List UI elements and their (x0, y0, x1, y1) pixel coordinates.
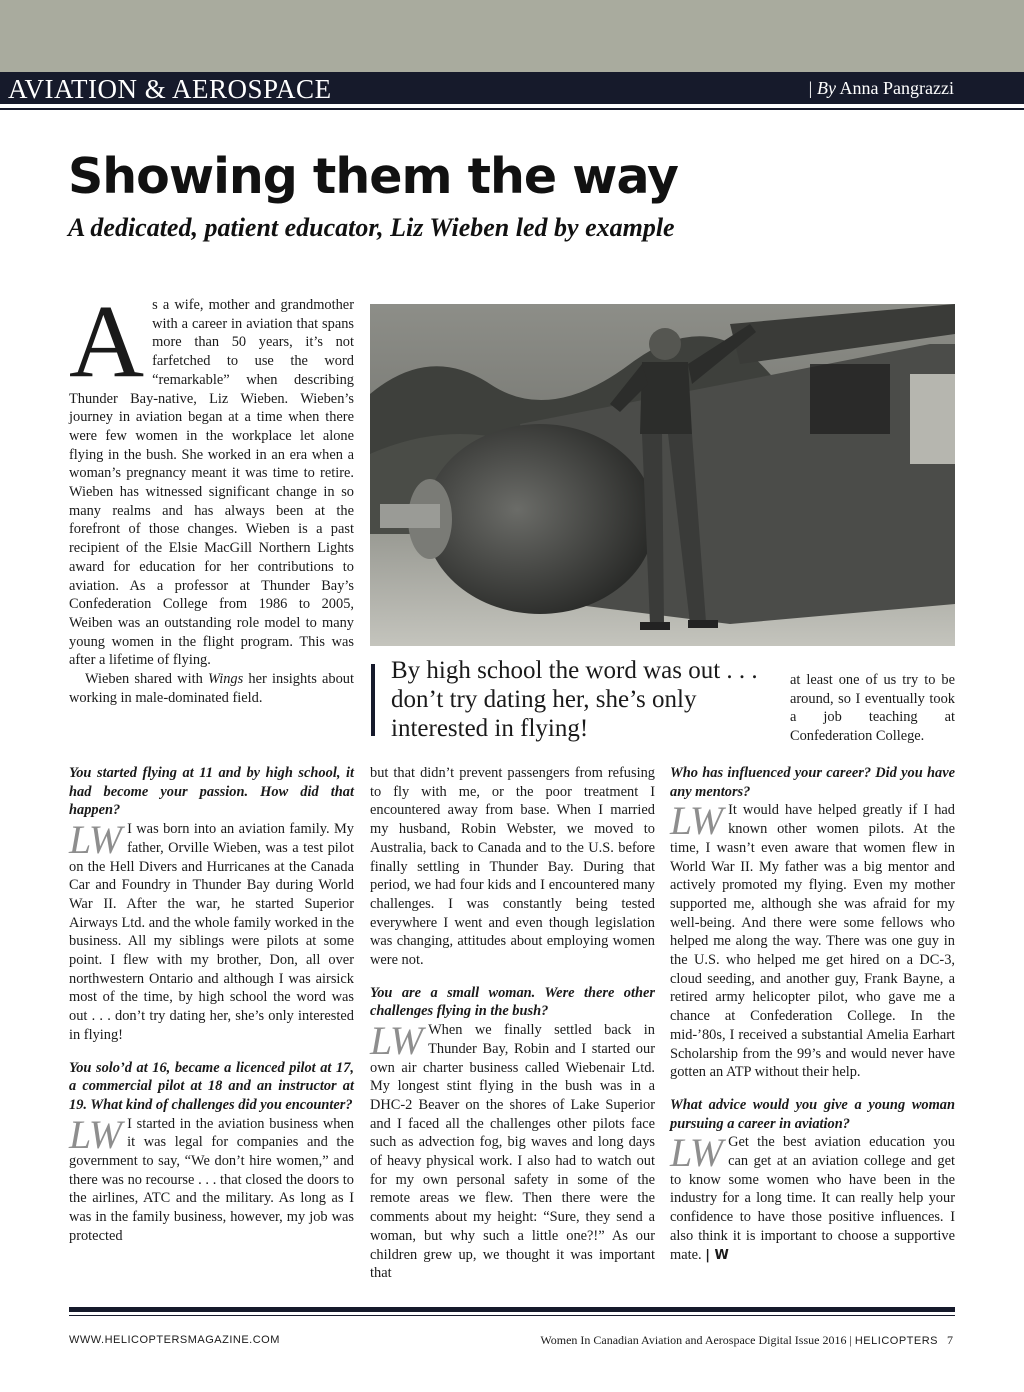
lw-initials: LW (69, 1111, 122, 1157)
author-name: Anna Pangrazzi (839, 78, 954, 98)
question-1: You started flying at 11 and by high school, it had become your passion. How did that happen? (69, 765, 354, 819)
column-1 (69, 764, 354, 1246)
footer-issue (540, 1333, 953, 1348)
answer-5: LW Get the best aviation education you can get at an aviation college and get to know some women who have been in the industry for a long time. It can really help your confidence to have those positive influences. I also think it is important to choose a supportive mate. | W (670, 1130, 955, 1263)
section-title: AVIATION & AEROSPACE (8, 74, 332, 104)
end-mark: | W (705, 1247, 729, 1263)
column-3-top (790, 671, 955, 746)
footer-website: WWW.HELICOPTERSMAGAZINE.COM (69, 1334, 280, 1346)
headline: Showing them the way (68, 148, 678, 205)
column-3 (670, 764, 955, 1265)
lead-paragraph: s a wife, mother and grandmother with a career in aviation that spans more than 50 years, it’s not farfetched to use the word “remarkable” when describing Thunder Bay-native, Liz Wieben. Wieben’s journey in aviation began at a time when there were few women in the workplace let alone flying in the bush. She worked in an era when a woman’s pregnancy meant it was time to retire. Wieben has witnessed significant change in so many realms and has always been at the forefront of those changes. Wieben is a past recipient of the Elsie MacGill Northern Lights award for education for her contributions to aviation. As a professor at Thunder Bay’s Confederation College from 1986 to 2005, Weiben was an outstanding role model to many young women in the flight program. This was after a lifetime of flying. (69, 297, 354, 669)
lw-initials: LW (670, 798, 723, 844)
magazine-name: HELICOPTERS (854, 1335, 938, 1347)
answer-2: LW I started in the aviation business when it was legal for companies and the government to say, “We don’t hire women,” and there was no recourse . . . that closed the doors to the airlines, ATC and the military. As long as I was in the family business, however, my job was protected (69, 1111, 354, 1244)
deck: A dedicated, patient educator, Liz Wieben led by example (68, 213, 675, 242)
answer-1: LW I was born into an aviation family. My father, Orville Wieben, was a test pilot on the Hell Divers and Hurricanes at the Canada Car and Foundry in Thunder Bay during World War II. After the war, he started Superior Airways Ltd. and the whole family worked in the business. All my siblings were pilots at some point. I flew with my brother, Don, all over northwestern Ontario and although I was airsick most of the time, by high school the word was out . . . don’t try dating her, she’s only interested in flying! (69, 817, 354, 1043)
question-3: You are a small woman. Were there other challenges flying in the bush? (370, 984, 655, 1020)
column-2 (370, 764, 655, 1283)
intro-column (69, 284, 354, 707)
photo-liz-wieben-with-beaver (370, 304, 955, 646)
photo-illustration (370, 304, 955, 646)
byline-prefix: | By (807, 78, 837, 98)
lw-initials: LW (370, 1018, 423, 1064)
bottom-rule-thin (69, 1315, 955, 1316)
lw-initials: LW (69, 817, 122, 863)
question-5: What advice would you give a young woman pursuing a career in aviation? (670, 1096, 955, 1132)
title-rule (0, 108, 1024, 110)
drop-cap: A (69, 284, 145, 399)
lw-initials: LW (670, 1130, 723, 1176)
issue-text: Women In Canadian Aviation and Aerospace Digital Issue 2016 | (540, 1333, 852, 1347)
a3-continuation: at least one of us try to be around, so I eventually took a job teaching at Confederation College. (790, 672, 955, 745)
page-number: 7 (947, 1333, 953, 1347)
pull-quote-bar (371, 664, 375, 736)
intro-paragraph-2: Wieben shared with Wings her insights about working in male-dominated field. (69, 671, 354, 706)
pull-quote: By high school the word was out . . . don’t try dating her, she’s only interested in flying! (391, 657, 758, 742)
bottom-rule (69, 1307, 955, 1312)
question-4: Who has influenced your career? Did you have any mentors? (670, 765, 955, 800)
answer-3: LW When we finally settled back in Thunder Bay, Robin and I started our own air charter business called Wiebenair Ltd. My longest stint flying in the bush was in a DHC-2 Beaver on the shores of Lake Superior and I faced all the challenges other pilots face such as advection fog, big waves and long days of heavy physical work. I also had to watch out for my own personal safety in some of the remote areas we flew. Then there were the comments about my height: “Sure, they send a woman, but why such a little one?!” As our children grew up, we thought it was important that (370, 1018, 655, 1282)
top-band (0, 0, 1024, 72)
question-2: You solo’d at 16, became a licenced pilot at 17, a commercial pilot at 18 and an instructor at 19. What kind of challenges did you encounter? (69, 1059, 354, 1113)
answer-2-continued: but that didn’t prevent passengers from refusing to fly with me, or the poor treatment I encountered away from base. When I married my husband, Robin Webster, we moved to Australia, back to Canada and to the U.S. before finally settling in Thunder Bay. During that period, we had four kids and I encountered many challenges. I was constantly being tested everywhere I went and even though legislation was changing, attitudes about employing women were not. (370, 765, 655, 969)
answer-4: LW It would have helped greatly if I had known other women pilots. At the time, I wasn’t even aware that women flew in World War II. My father was a big mentor and actively promoted my flying. Even my mother supported me, although she was afraid for my well-being. And there were some fellows who helped me along the way. There was one guy in the U.S. who helped me get hired on a DC-3, cloud seeding, and another guy, Frank Bayne, a retired army helicopter pilot, who gave me a chance at Confederation College. In the mid-’80s, I received a substantial Amelia Earhart Scholarship from the 99’s and would never have gotten an ATP without their help. (670, 798, 955, 1081)
byline (808, 72, 954, 104)
